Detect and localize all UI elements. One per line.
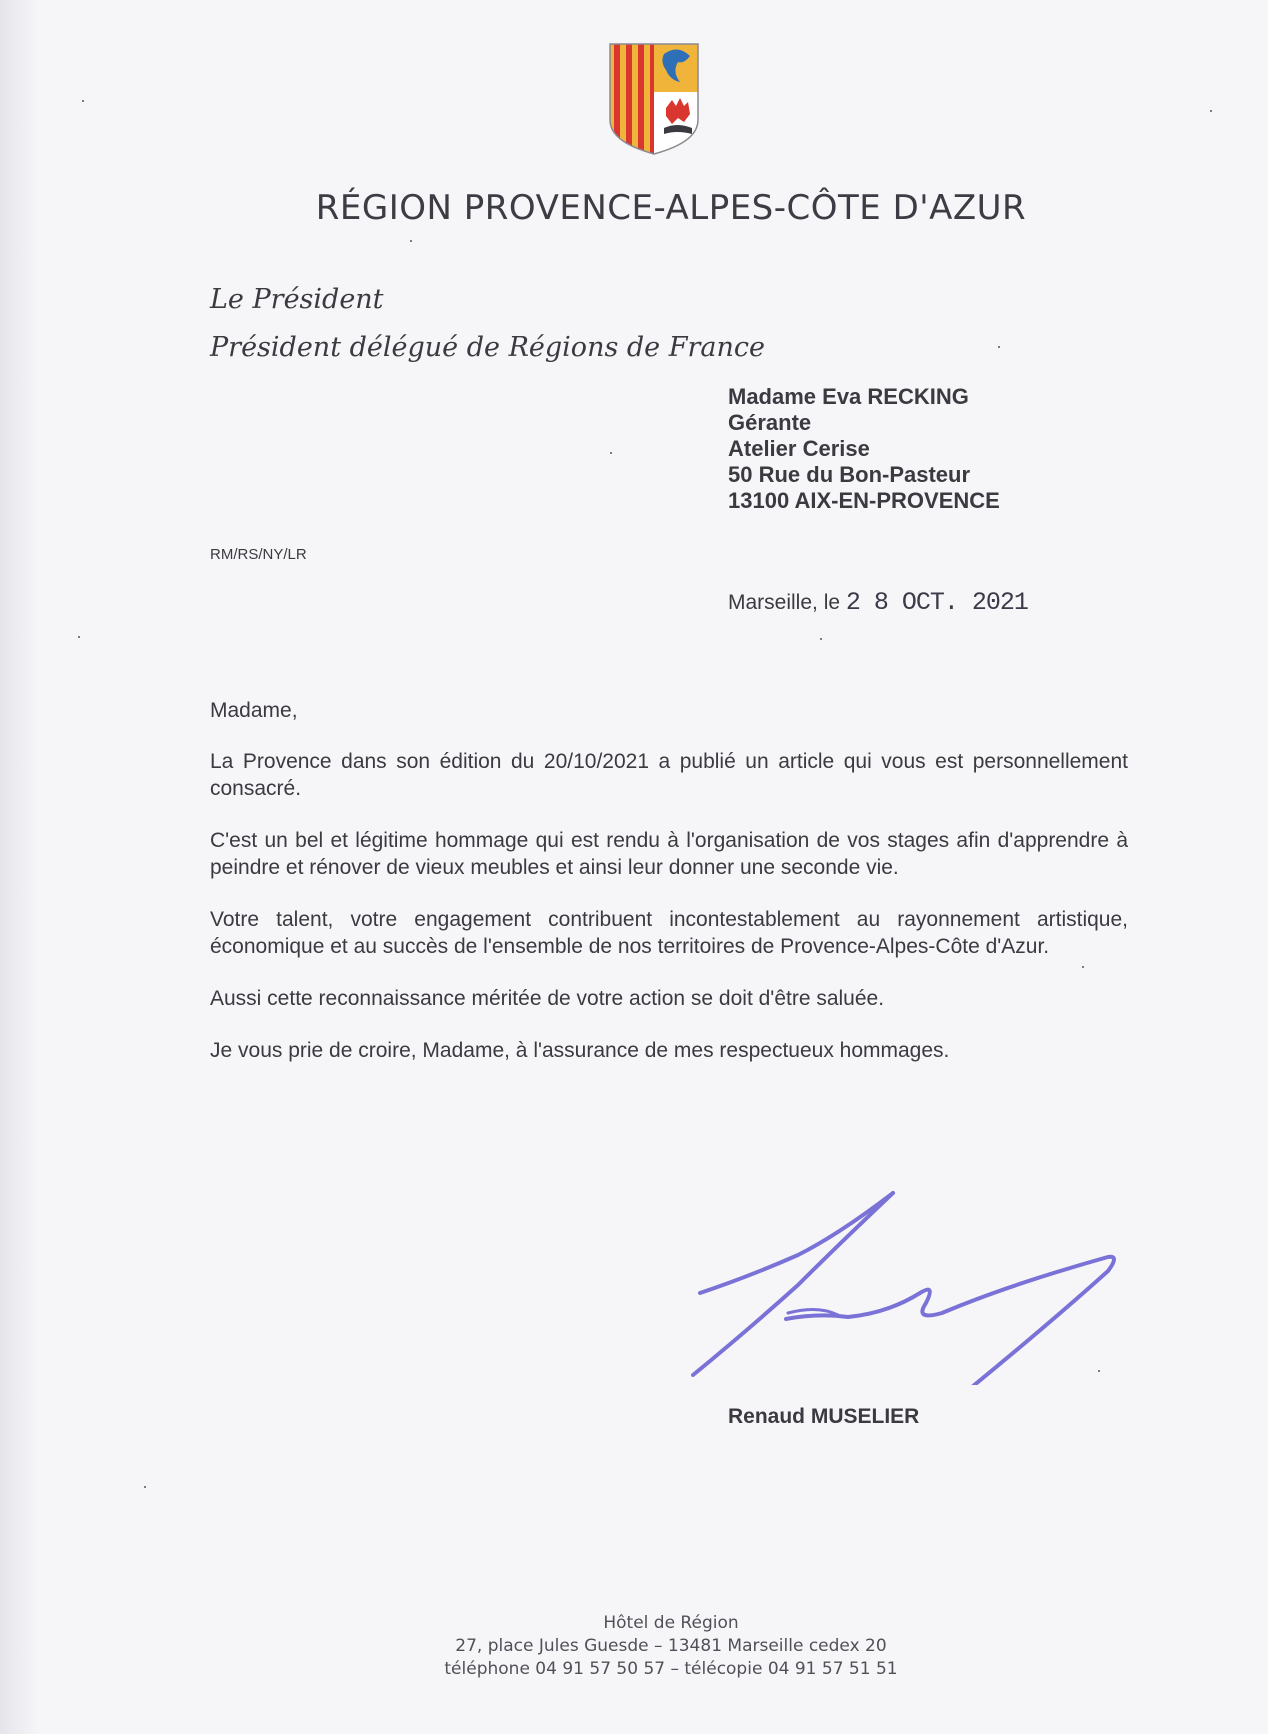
scan-speck — [610, 452, 612, 454]
president-delegate-line: Président délégué de Régions de France — [210, 332, 765, 363]
scan-speck — [1098, 1370, 1100, 1372]
body-paragraph: La Provence dans son édition du 20/10/2021 a publié un article qui vous est personnellement consacré. — [210, 750, 1128, 800]
footer-phone: téléphone 04 91 57 50 57 – télécopie 04 91 57 51 51 — [444, 1659, 898, 1679]
recipient-city: 13100 AIX-EN-PROVENCE — [728, 488, 1000, 513]
president-title-line: Le Président — [210, 284, 384, 315]
body-paragraph: C'est un bel et légitime hommage qui est rendu à l'organisation de vos stages afin d'apprendre à peindre et rénover de vieux meubles et ainsi leur donner une seconde vie. — [210, 829, 1128, 879]
reference-code: RM/RS/NY/LR — [210, 546, 307, 563]
scan-speck — [144, 1486, 146, 1488]
closing-paragraph: Je vous prie de croire, Madame, à l'assurance de mes respectueux hommages. — [210, 1039, 950, 1062]
president-title-block — [210, 276, 765, 372]
signer-name: Renaud MUSELIER — [728, 1405, 920, 1428]
recipient-street: 50 Rue du Bon-Pasteur — [728, 462, 971, 487]
body-paragraph: Votre talent, votre engagement contribuent incontestablement au rayonnement artistique, économique et au succès de l'ensemble de nos territoires de Provence-Alpes-Côte d'Azur. — [210, 908, 1128, 958]
footer-address: 27, place Jules Guesde – 13481 Marseille cedex 20 — [455, 1636, 887, 1656]
date-stamp: 2 8 OCT. 2021 — [845, 588, 1028, 617]
scan-speck — [82, 100, 84, 102]
recipient-address — [728, 384, 1000, 514]
scan-edge — [0, 0, 38, 1734]
scan-speck — [820, 638, 822, 640]
handwritten-signature — [688, 1185, 1128, 1385]
letter-footer — [0, 1612, 1268, 1681]
salutation: Madame, — [210, 699, 298, 722]
scan-speck — [1210, 110, 1212, 112]
date-line — [728, 588, 1028, 617]
scan-speck — [1082, 966, 1084, 968]
recipient-name: Madame Eva RECKING — [728, 384, 969, 409]
scan-speck — [998, 346, 1000, 348]
date-prefix: Marseille, le — [728, 591, 841, 614]
region-coat-of-arms-icon — [608, 42, 700, 156]
footer-building: Hôtel de Région — [603, 1613, 739, 1633]
recipient-role: Gérante — [728, 410, 812, 435]
recipient-company: Atelier Cerise — [728, 436, 870, 461]
scan-speck — [410, 240, 412, 242]
scan-speck — [78, 636, 80, 638]
letter-body — [210, 697, 1128, 1089]
region-name-heading: RÉGION PROVENCE-ALPES-CÔTE D'AZUR — [315, 188, 1027, 228]
body-paragraph: Aussi cette reconnaissance méritée de votre action se doit d'être saluée. — [210, 987, 885, 1010]
